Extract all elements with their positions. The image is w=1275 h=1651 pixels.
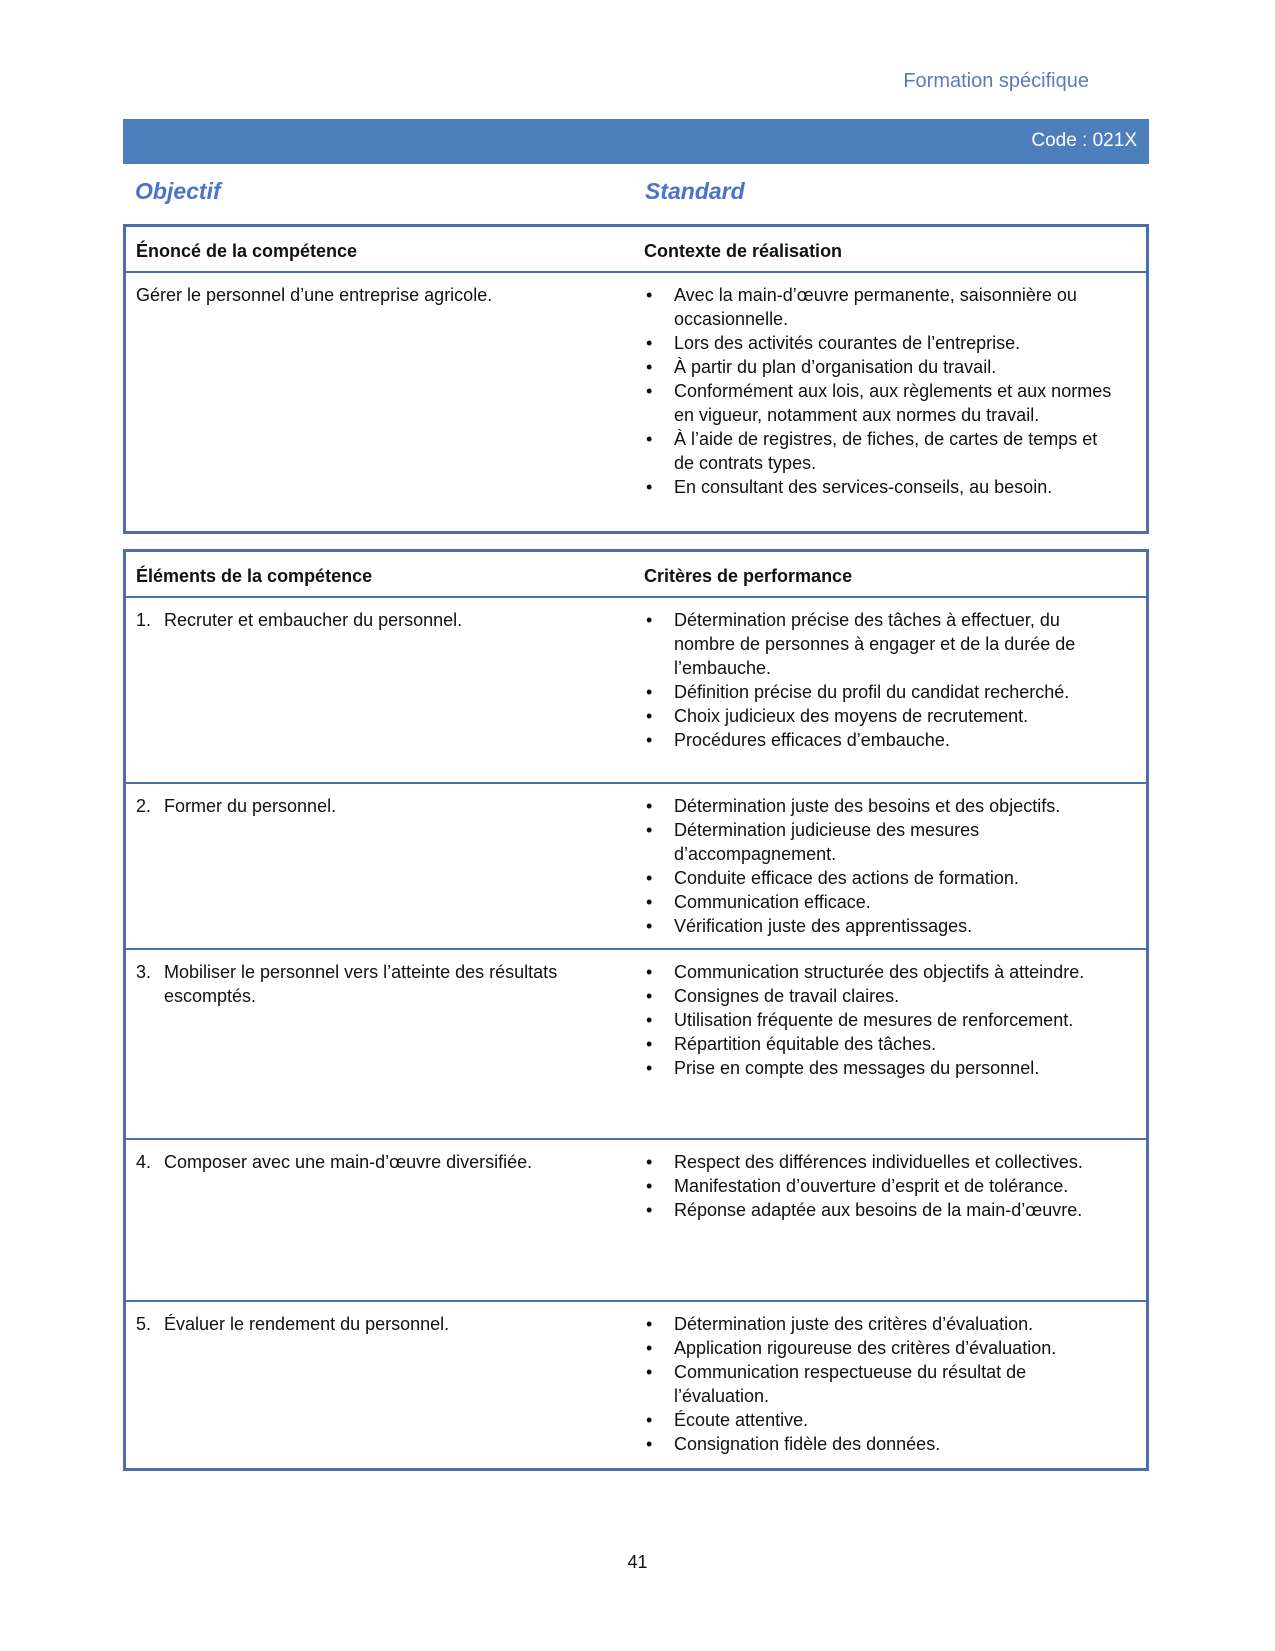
- element-row: [126, 1140, 1146, 1302]
- code-bar: [123, 119, 1149, 164]
- element-number: 2.: [136, 796, 152, 816]
- competence-table: [123, 224, 1149, 534]
- element-cell: [136, 794, 616, 818]
- elements-table-header: [126, 552, 1146, 598]
- criteria-list: [644, 794, 1114, 938]
- criterion-item: • Prise en compte des messages du personnel.: [644, 1056, 1114, 1080]
- criterion-item: • Choix judicieux des moyens de recrutement.: [644, 704, 1114, 728]
- criterion-item: • Répartition équitable des tâches.: [644, 1032, 1114, 1056]
- elements-header: Éléments de la compétence: [136, 566, 373, 586]
- context-item: • Conformément aux lois, aux règlements et aux normes en vigueur, notamment aux normes du travail.: [644, 379, 1114, 427]
- criterion-item: • Utilisation fréquente de mesures de renforcement.: [644, 1008, 1114, 1032]
- criterion-item: • Manifestation d’ouverture d’esprit et de tolérance.: [644, 1174, 1114, 1198]
- element-number: 3.: [136, 962, 152, 982]
- element-text: Composer avec une main-d’œuvre diversifiée.: [164, 1152, 533, 1172]
- criterion-item: • Vérification juste des apprentissages.: [644, 914, 1114, 938]
- element-cell: [136, 1312, 616, 1336]
- criteria-cell: [644, 794, 1114, 938]
- element-row: [126, 598, 1146, 784]
- element-cell: [136, 1150, 616, 1174]
- criteria-header: Critères de performance: [644, 566, 853, 586]
- standard-heading: Standard: [645, 178, 745, 204]
- criterion-item: • Définition précise du profil du candidat recherché.: [644, 680, 1114, 704]
- context-item: • En consultant des services-conseils, au besoin.: [644, 475, 1114, 499]
- competence-row: [126, 273, 1146, 533]
- context-item: • Lors des activités courantes de l’entreprise.: [644, 331, 1114, 355]
- context-header: Contexte de réalisation: [644, 241, 843, 261]
- program-code: Code : 021X: [1031, 130, 1137, 151]
- criteria-cell: [644, 608, 1114, 752]
- elements-table: [123, 549, 1149, 1471]
- document-title: Formation spécifique: [903, 70, 1089, 92]
- context-item: • Avec la main-d’œuvre permanente, saisonnière ou occasionnelle.: [644, 283, 1114, 331]
- element-row: [126, 784, 1146, 950]
- criteria-list: [644, 1312, 1114, 1456]
- competence-statement: [136, 283, 616, 307]
- criterion-item: • Détermination juste des critères d’évaluation.: [644, 1312, 1114, 1336]
- criterion-item: • Consignes de travail claires.: [644, 984, 1114, 1008]
- element-number: 4.: [136, 1152, 152, 1172]
- criteria-list: [644, 1150, 1114, 1222]
- criteria-list: [644, 608, 1114, 752]
- criterion-item: • Respect des différences individuelles et collectives.: [644, 1150, 1114, 1174]
- element-text: Mobiliser le personnel vers l’atteinte des résultats escomptés.: [164, 962, 558, 1006]
- criterion-item: • Procédures efficaces d’embauche.: [644, 728, 1114, 752]
- criteria-cell: [644, 960, 1114, 1080]
- criteria-cell: [644, 1312, 1114, 1456]
- criterion-item: • Communication structurée des objectifs à atteindre.: [644, 960, 1114, 984]
- criterion-item: • Application rigoureuse des critères d’évaluation.: [644, 1336, 1114, 1360]
- criteria-cell: [644, 1150, 1114, 1222]
- competence-statement-text: Gérer le personnel d’une entreprise agricole.: [136, 285, 493, 305]
- criteria-list: [644, 960, 1114, 1080]
- criterion-item: • Conduite efficace des actions de formation.: [644, 866, 1114, 890]
- element-cell: [136, 608, 616, 632]
- element-text: Former du personnel.: [164, 796, 337, 816]
- competence-table-header: [126, 227, 1146, 273]
- element-number: 1.: [136, 610, 152, 630]
- criterion-item: • Détermination précise des tâches à effectuer, du nombre de personnes à engager et de la durée de l’embauche.: [644, 608, 1114, 680]
- criterion-item: • Consignation fidèle des données.: [644, 1432, 1114, 1456]
- element-row: [126, 1302, 1146, 1466]
- context-item: • À l’aide de registres, de fiches, de cartes de temps et de contrats types.: [644, 427, 1114, 475]
- element-text: Recruter et embaucher du personnel.: [164, 610, 463, 630]
- criterion-item: • Communication efficace.: [644, 890, 1114, 914]
- context-list-wrapper: [644, 283, 1114, 499]
- context-item: • À partir du plan d’organisation du travail.: [644, 355, 1114, 379]
- statement-header: Énoncé de la compétence: [136, 241, 358, 261]
- element-row: [126, 950, 1146, 1140]
- context-list: [644, 283, 1114, 499]
- criterion-item: • Détermination juste des besoins et des objectifs.: [644, 794, 1114, 818]
- page-number: 41: [627, 1552, 648, 1572]
- criterion-item: • Réponse adaptée aux besoins de la main-d’œuvre.: [644, 1198, 1114, 1222]
- element-cell: [136, 960, 616, 1008]
- element-number: 5.: [136, 1314, 152, 1334]
- column-headings: [135, 178, 1145, 212]
- criterion-item: • Détermination judicieuse des mesures d’accompagnement.: [644, 818, 1114, 866]
- criterion-item: • Communication respectueuse du résultat de l’évaluation.: [644, 1360, 1114, 1408]
- objectif-heading: Objectif: [135, 178, 221, 204]
- element-text: Évaluer le rendement du personnel.: [164, 1314, 450, 1334]
- criterion-item: • Écoute attentive.: [644, 1408, 1114, 1432]
